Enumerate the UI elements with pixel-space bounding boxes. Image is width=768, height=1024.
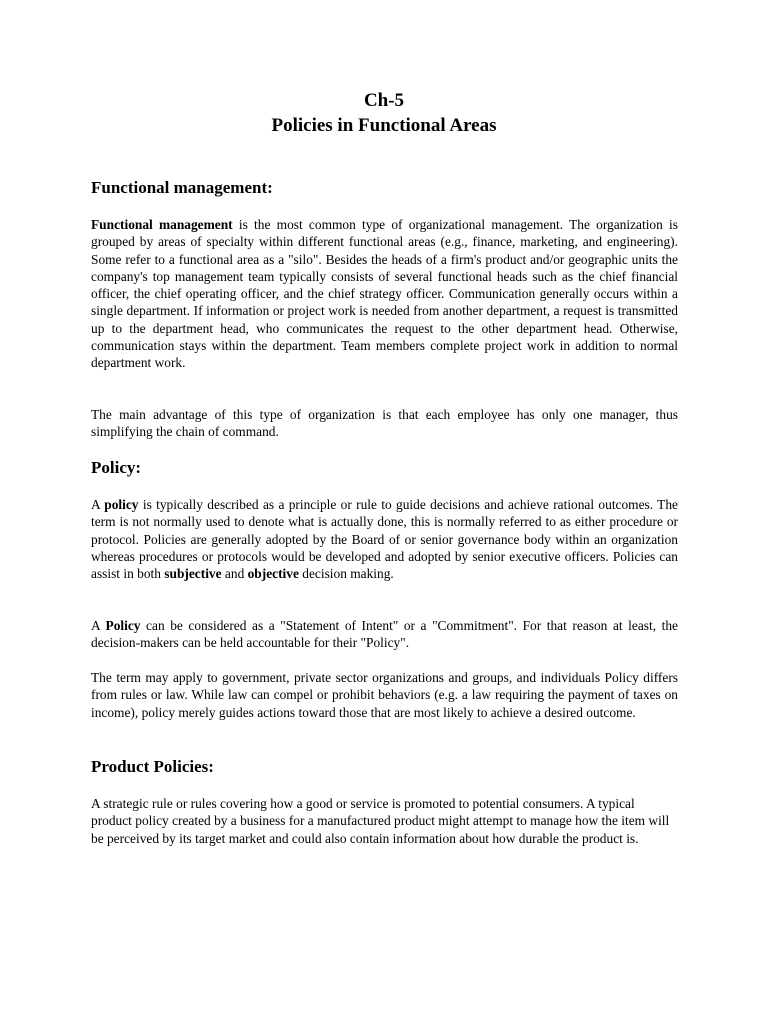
term-functional-management: Functional management	[91, 217, 233, 232]
paragraph-text: A	[91, 618, 106, 633]
term-policy: policy	[104, 497, 139, 512]
paragraph-text: and	[221, 566, 248, 582]
term-policy-capital: Policy	[105, 618, 141, 633]
paragraph-policy-scope: The term may apply to government, private sector organizations and groups, and individuals Policy differs from rules or law. While law can compel or prohibit behaviors (e.g. a law requiring the payment of taxes on income), policy merely guides actions toward those that are most likely to achieve a desired outcome.	[91, 670, 678, 720]
paragraph-text: is the most common type of organizational management. The organization is grouped by areas of specialty within different functional areas (e.g., finance, marketing, and engineering). Some refer to a functional area as a "silo". Besides the heads of a firm's product and/or geographic units the company's top management team typically consists of several functional heads such as the chief financial officer, the chief operating officer, and the chief strategy officer. Communication generally occurs within a single department. If information or project work is needed from another department, a request is transmitted up to the department head, who communicates the request to the other department head. Otherwise, communication stays within the department. Team members complete project work in addition to normal department work.	[91, 217, 678, 371]
heading-policy: Policy:	[91, 458, 142, 477]
paragraph-product-policies: A strategic rule or rules covering how a good or service is promoted to potential consumers. A typical product policy created by a business for a manufactured product might attempt to manage how the item will be perceived by its target market and could also contain information about how durable the product is.	[91, 796, 670, 846]
heading-product-policies: Product Policies:	[91, 757, 214, 776]
paragraph-text: decision making.	[298, 566, 394, 582]
paragraph-functional-management	[91, 216, 678, 372]
paragraph-text: A	[91, 497, 105, 512]
page-title: Policies in Functional Areas	[271, 115, 497, 136]
heading-functional-management: Functional management:	[91, 178, 273, 197]
chapter-number: Ch-5	[363, 90, 405, 111]
paragraph-text: is typically described as a principle or rule to guide decisions and achieve rational outcomes. The term is not normally used to denote what is actually done, this is normally referred to as either procedure or protocol. Policies are generally adopted by the Board of or senior governance body within an organization whereas procedures or protocols would be developed and adopted by senior executive officers. Policies can assist in both	[91, 497, 679, 582]
paragraph-policy-intent	[91, 617, 678, 652]
paragraph-policy-definition	[91, 496, 678, 582]
term-objective: objective	[247, 566, 299, 582]
paragraph-text: can be considered as a "Statement of Intent" or a "Commitment". For that reason at least, the decision-makers can be held accountable for their "Policy".	[91, 618, 678, 651]
paragraph-main-advantage: The main advantage of this type of organization is that each employee has only one manager, thus simplifying the chain of command.	[91, 407, 678, 440]
term-subjective: subjective	[164, 566, 222, 582]
